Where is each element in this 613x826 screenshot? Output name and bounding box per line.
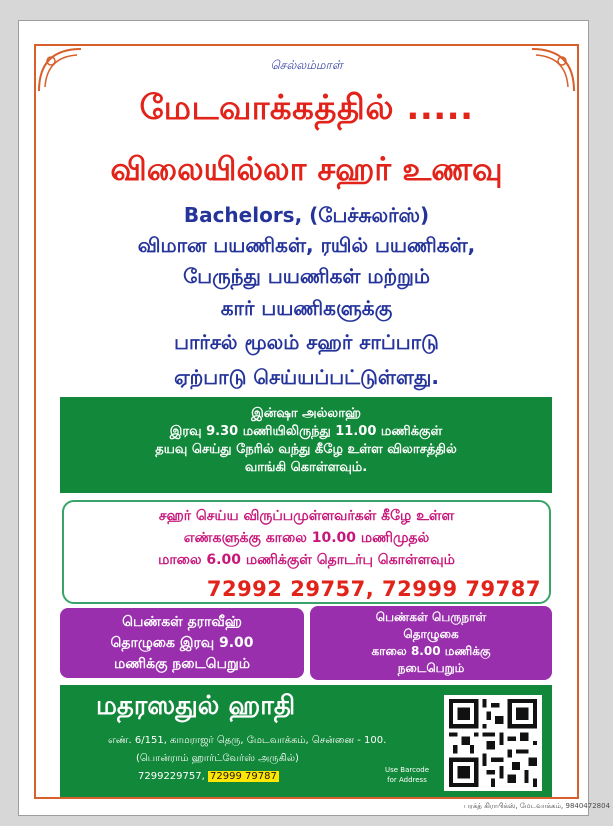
barcode-note-line: Use Barcode [385,766,429,774]
madrasa-name: மதரஸதுல் ஹாதி [96,691,296,721]
footer-credit: பரக்த் கிராபிக்ஸ், மேடவாக்கம், 9840472804 [464,802,611,810]
title-line-2: விலையில்லா சஹர் உணவு [110,150,503,188]
script-logo: செல்லம்மாள் [270,58,343,72]
contact-box [62,500,551,604]
title-line-1: மேடவாக்கத்தில் ..... [139,88,474,128]
eid-line: காலை 8.00 மணிக்கு [371,644,491,658]
qr-code-icon[interactable] [444,695,542,791]
timing-line: இரவு 9.30 மணியிலிருந்து 11.00 மணிக்குள் [169,424,443,439]
taraweeh-line: மணிக்கு நடைபெறும் [114,656,250,672]
body-line: பேருந்து பயணிகள் மற்றும் [183,264,430,288]
address-panel [60,685,552,797]
timing-line: வாங்கி கொள்ளவும். [244,460,368,475]
timing-line: தயவு செய்து நேரில் வந்து கீழே உள்ள விலாசத்தில் [155,442,457,457]
eid-line: பெண்கள் பெருநாள் [375,610,487,624]
landmark-line: (பொன்ராம் ஹார்ட்வேர்ஸ் அருகில்) [136,753,299,764]
contact-line: எண்களுக்கு காலை 10.00 மணிமுதல் [183,530,430,546]
barcode-note [382,765,432,785]
body-line: ஏற்பாடு செய்யப்பட்டுள்ளது. [174,365,439,389]
women-taraweeh-box [60,608,304,678]
phone-1: 7299229757, [138,771,205,782]
contact-line: மாலை 6.00 மணிக்குள் தொடர்பு கொள்ளவும் [158,552,455,568]
contact-line: சஹர் செய்ய விருப்பமுள்ளவர்கள் கீழே உள்ள [158,508,455,524]
timing-line: இன்ஷா அல்லாஹ் [251,406,361,421]
taraweeh-line: பெண்கள் தராவீஹ் [122,614,242,630]
body-line: விமான பயணிகள், ரயில் பயணிகள், [137,233,476,257]
bottom-phones [138,771,279,782]
eid-line: நடைபெறும் [397,661,465,675]
barcode-note-line: for Address [387,776,427,784]
women-eid-prayer-box [310,606,552,680]
phone-2: 72999 79787 [210,771,277,782]
body-line: Bachelors, (பேச்சுலர்ஸ்) [183,203,430,227]
eid-line: தொழுகை [403,627,459,641]
body-line: கார் பயணிகளுக்கு [220,296,393,320]
body-line: பார்சல் மூலம் சஹர் சாப்பாடு [174,330,439,354]
contact-phones: 72992 29757, 72999 79787 [206,577,541,601]
timing-box [60,397,552,493]
address-line: எண். 6/151, காமராஜர் தெரு, மேடவாக்கம், சென்னை - 100. [108,735,387,746]
taraweeh-line: தொழுகை இரவு 9.00 [110,635,254,651]
